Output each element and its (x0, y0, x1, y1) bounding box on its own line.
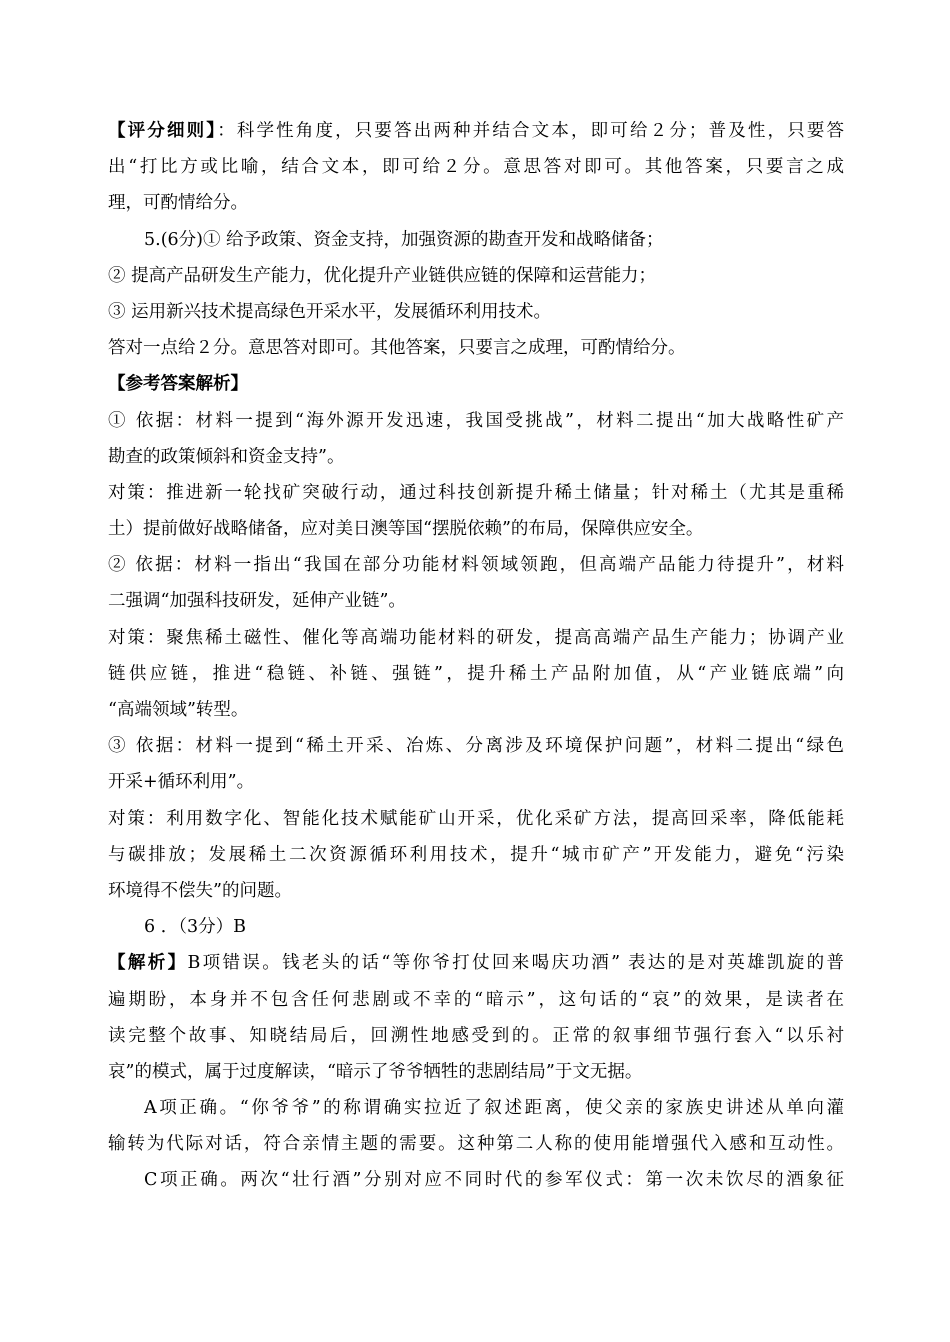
line-text: 5.(6分)① 给予政策、资金支持，加强资源的勘查开发和战略储备； (144, 229, 664, 250)
line-text: 环境得不偿失”的问题。 (108, 880, 292, 901)
line-text: ② 提高产品研发生产能力，优化提升产业链供应链的保障和运营能力； (108, 265, 657, 286)
line-text: 哀”的模式，属于过度解读，“暗示了爷爷牺牲的悲剧结局”于文无据。 (108, 1061, 643, 1082)
document-body (108, 113, 844, 1199)
line-text: 链供应链，推进“稳链、补链、强链”，提升稀土产品附加值，从“产业链底端”向 (108, 663, 844, 684)
text-line (108, 113, 844, 149)
line-text: 对策：推进新一轮找矿突破行动，通过科技创新提升稀土储量；针对稀土（尤其是重稀 (108, 482, 844, 503)
text-line (108, 1018, 844, 1054)
line-text: “高端领域”转型。 (108, 700, 249, 720)
text-line (108, 222, 844, 258)
line-text: 对策：聚焦稀土磁性、催化等高端功能材料的研发，提高高端产品生产能力；协调产业 (108, 627, 844, 648)
text-line (108, 547, 844, 583)
text-line (108, 403, 844, 439)
text-line (108, 475, 844, 511)
line-text: 勘查的政策倾斜和资金支持”。 (108, 446, 345, 467)
text-line (108, 330, 844, 366)
text-line (108, 1054, 844, 1090)
text-line (108, 1162, 844, 1198)
line-text: 输转为代际对话，符合亲情主题的需要。这种第二人称的使用能增强代入感和互动性。 (108, 1134, 844, 1155)
text-line (108, 873, 844, 909)
line-text: ② 依据：材料一指出“我国在部分功能材料领域领跑，但高端产品能力待提升”，材料 (108, 555, 844, 576)
section-label: 【参考答案解析】 (108, 374, 248, 395)
text-line (108, 366, 844, 402)
text-line (108, 945, 844, 981)
line-text: 出“打比方或比喻，结合文本，即可给２分。意思答对即可。其他答案，只要言之成 (108, 157, 844, 178)
line-text: 与碳排放；发展稀土二次资源循环利用技术，提升“城市矿产”开发能力，避免“污染 (108, 844, 844, 865)
line-text: 6 ．（3分）B (144, 917, 246, 938)
line-text: 理，可酌情给分。 (108, 193, 248, 214)
line-text: 读完整个故事、知晓结局后，回溯性地感受到的。正常的叙事细节强行套入“以乐衬 (108, 1025, 844, 1046)
line-text: 对策：利用数字化、智能化技术赋能矿山开采，优化采矿方法，提高回采率，降低能耗 (108, 808, 844, 829)
text-line (108, 620, 844, 656)
text-line (108, 294, 844, 330)
text-line (108, 1090, 844, 1126)
line-text: ① 依据：材料一提到“海外源开发迅速，我国受挑战”，材料二提出“加大战略性矿产 (108, 410, 844, 431)
line-text: ：科学性角度，只要答出两种并结合文本，即可给２分；普及性，只要答 (217, 121, 844, 141)
line-text: C项正确。两次“壮行酒”分别对应不同时代的参军仪式：第一次未饮尽的酒象征 (144, 1170, 844, 1191)
section-label: 【评分细则】 (108, 121, 218, 141)
text-line (108, 764, 844, 800)
line-text: ③ 依据：材料一提到“稀土开采、冶炼、分离涉及环境保护问题”，材料二提出“绿色 (108, 736, 844, 757)
line-text: 开采+循环利用”。 (108, 772, 255, 793)
line-text: B项错误。钱老头的话“等你爷打仗回来喝庆功酒” 表达的是对英雄凯旋的普 (187, 953, 844, 974)
text-line (108, 583, 844, 619)
text-line (108, 656, 844, 692)
text-line (108, 439, 844, 475)
text-line (108, 1126, 844, 1162)
text-line (108, 801, 844, 837)
text-line (108, 692, 844, 728)
text-line (108, 837, 844, 873)
text-line (108, 909, 844, 945)
line-text: 土）提前做好战略储备，应对美日澳等国“摆脱依赖”的布局，保障供应安全。 (108, 519, 704, 540)
text-line (108, 511, 844, 547)
text-line (108, 982, 844, 1018)
line-text: A项正确。“你爷爷”的称谓确实拉近了叙述距离，使父亲的家族史讲述从单向灌 (144, 1098, 844, 1119)
text-line (108, 728, 844, 764)
line-text: 答对一点给２分。意思答对即可。其他答案，只要言之成理，可酌情给分。 (108, 338, 686, 359)
line-text: 二强调“加强科技研发，延伸产业链”。 (108, 591, 406, 612)
text-line (108, 185, 844, 221)
line-text: 遍期盼，本身并不包含任何悲剧或不幸的“暗示”，这句话的“哀”的效果，是读者在 (108, 989, 844, 1010)
text-line (108, 258, 844, 294)
text-line (108, 149, 844, 185)
section-label: 【解析】 (108, 953, 188, 974)
line-text: ③ 运用新兴技术提高绿色开采水平，发展循环利用技术。 (108, 301, 552, 322)
